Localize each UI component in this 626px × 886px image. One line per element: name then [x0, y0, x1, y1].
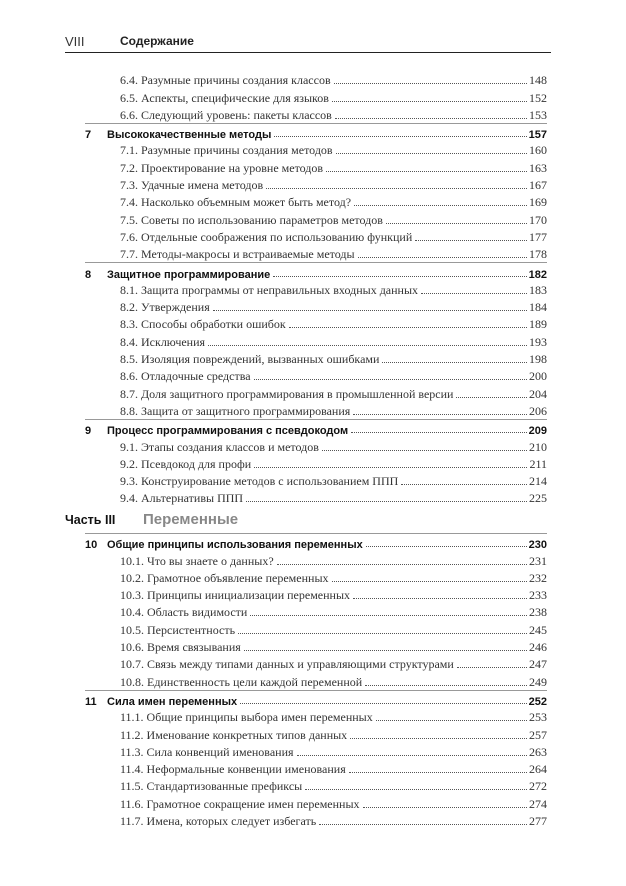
entry-title: 10.7. Связь между типами данных и управляющими структурами [120, 657, 454, 672]
toc-section-entry[interactable] [85, 638, 547, 655]
page-ref: 210 [529, 439, 547, 454]
entry-title: 7.7. Методы-макросы и встраиваемые методы [120, 247, 355, 262]
entry-title: 6.6. Следующий уровень: пакеты классов [120, 107, 332, 122]
toc-section-entry[interactable] [85, 708, 547, 725]
toc-section-entry[interactable] [85, 88, 547, 105]
entry-title: 8.1. Защита программы от неправильных входных данных [120, 282, 419, 297]
page-ref: 204 [529, 386, 547, 401]
running-title: Содержание [120, 34, 194, 48]
dot-leader [332, 101, 527, 102]
page-ref: 200 [529, 369, 547, 384]
dot-leader [244, 650, 527, 651]
entry-title: Сила имен переменных [107, 695, 238, 708]
entry-title: 11.1. Общие принципы выбора имен переменных [120, 710, 373, 725]
entry-title: 8.3. Способы обработки ошибок [120, 317, 286, 332]
dot-leader [386, 223, 527, 224]
dot-leader [273, 276, 526, 277]
entry-title: Защитное программирование [107, 268, 271, 281]
toc-section-entry[interactable] [85, 489, 547, 506]
toc-section-entry[interactable] [85, 332, 547, 349]
toc-section-entry[interactable] [85, 569, 547, 586]
entry-title: 10.4. Область видимости [120, 605, 248, 620]
entry-title: 11.2. Именование конкретных типов данных [120, 727, 348, 742]
entry-title: 10.5. Персистентность [120, 622, 236, 637]
dot-leader [351, 432, 527, 433]
toc-section-entry[interactable] [85, 176, 547, 193]
toc-section-entry[interactable] [85, 472, 547, 489]
page-ref: 209 [528, 425, 547, 438]
page-ref: 230 [528, 539, 547, 552]
page-ref: 148 [529, 73, 547, 88]
page-ref: 274 [529, 796, 547, 811]
entry-title: 10.8. Единственность цели каждой переменной [120, 674, 363, 689]
page-ref: 182 [528, 268, 547, 281]
entry-title: 11.6. Грамотное сокращение имен переменных [120, 796, 360, 811]
toc-section-entry[interactable] [85, 141, 547, 158]
chapter-number: 11 [85, 695, 97, 708]
part-title: Переменные [143, 511, 239, 528]
entry-title: 8.7. Доля защитного программирования в промышленной версии [120, 386, 454, 401]
entry-title: 11.7. Имена, которых следует избегать [120, 814, 317, 829]
toc-section-entry[interactable] [85, 245, 547, 262]
entry-title: Высококачественные методы [107, 129, 272, 142]
toc-section-entry[interactable] [85, 455, 547, 472]
entry-title: 6.4. Разумные причины создания классов [120, 73, 331, 88]
entry-title: 7.3. Удачные имена методов [120, 178, 264, 193]
toc-section-entry[interactable] [85, 672, 547, 689]
page-ref: 157 [528, 129, 547, 142]
entry-title: 9.2. Псевдокод для профи [120, 456, 252, 471]
page-ref: 257 [529, 727, 547, 742]
dot-leader [353, 598, 527, 599]
page-ref: 214 [529, 474, 547, 489]
page-ref: 263 [529, 744, 547, 759]
page-number: VIII [65, 34, 85, 49]
chapter-number: 9 [85, 425, 92, 438]
toc-chapter-entry[interactable] [85, 690, 547, 708]
dot-leader [335, 118, 527, 119]
toc-section-entry[interactable] [85, 384, 547, 401]
toc-section-entry[interactable] [85, 760, 547, 777]
dot-leader [238, 633, 527, 634]
dot-leader [266, 188, 527, 189]
page-ref: 253 [529, 710, 547, 725]
page-ref: 225 [529, 491, 547, 506]
page-ref: 245 [529, 622, 547, 637]
part-label: Часть III [65, 513, 116, 527]
dot-leader [319, 824, 527, 825]
page-ref: 178 [529, 247, 547, 262]
toc-section-entry[interactable] [85, 71, 547, 88]
page-ref: 198 [529, 352, 547, 367]
page-ref: 264 [529, 762, 547, 777]
entry-title: 11.4. Неформальные конвенции именования [120, 762, 346, 777]
toc-block-part2 [85, 71, 547, 506]
page-ref: 231 [529, 553, 547, 568]
entry-title: 7.5. Советы по использованию параметров методов [120, 212, 383, 227]
toc-section-entry[interactable] [85, 350, 547, 367]
entry-title: 8.2. Утверждения [120, 300, 210, 315]
toc-chapter-entry[interactable] [85, 262, 547, 280]
dot-leader [382, 362, 527, 363]
entry-title: Общие принципы использования переменных [107, 539, 363, 552]
page-ref: 152 [529, 90, 547, 105]
toc-section-entry[interactable] [85, 603, 547, 620]
page-ref: 238 [529, 605, 547, 620]
dot-leader [421, 293, 527, 294]
page-ref: 167 [529, 178, 547, 193]
entry-title: 10.6. Время связывания [120, 640, 241, 655]
toc-block-part3 [85, 533, 547, 829]
entry-title: 9.3. Конструирование методов с использованием ППП [120, 474, 399, 489]
chapter-number: 7 [85, 129, 92, 142]
page-ref: 163 [529, 160, 547, 175]
toc-section-entry[interactable] [85, 210, 547, 227]
dot-leader [358, 257, 527, 258]
dot-leader [366, 546, 527, 547]
entry-title: 10.2. Грамотное объявление переменных [120, 570, 329, 585]
page-header [65, 34, 551, 53]
page-ref: 177 [529, 229, 547, 244]
page-ref: 184 [529, 300, 547, 315]
entry-title: 11.5. Стандартизованные префиксы [120, 779, 303, 794]
entry-title: 8.6. Отладочные средства [120, 369, 251, 384]
toc-section-entry[interactable] [85, 193, 547, 210]
page-ref: 277 [529, 814, 547, 829]
dot-leader [376, 720, 527, 721]
entry-title: 10.3. Принципы инициализации переменных [120, 588, 351, 603]
toc-section-entry[interactable] [85, 228, 547, 245]
page-ref: 232 [529, 570, 547, 585]
toc-section-entry[interactable] [85, 794, 547, 811]
dot-leader [322, 450, 527, 451]
toc-section-entry[interactable] [85, 106, 547, 123]
entry-title: 11.3. Сила конвенций именования [120, 744, 294, 759]
dot-leader [349, 772, 527, 773]
page-ref: 169 [529, 195, 547, 210]
entry-title: 8.4. Исключения [120, 334, 206, 349]
toc-chapter-entry[interactable] [85, 419, 547, 437]
page-ref: 183 [529, 282, 547, 297]
dot-leader [415, 240, 527, 241]
dot-leader [289, 327, 527, 328]
dot-leader [250, 615, 527, 616]
toc-chapter-entry[interactable] [85, 123, 547, 141]
dot-leader [208, 345, 527, 346]
dot-leader [354, 205, 527, 206]
toc-section-entry[interactable] [85, 402, 547, 419]
entry-title: 9.4. Альтернативы ППП [120, 491, 244, 506]
toc-section-entry[interactable] [85, 586, 547, 603]
entry-title: 8.5. Изоляция повреждений, вызванных ошибками [120, 352, 380, 367]
toc-section-entry[interactable] [85, 437, 547, 454]
entry-title: 8.8. Защита от защитного программирования [120, 403, 351, 418]
page-ref: 272 [529, 779, 547, 794]
dot-leader [332, 581, 527, 582]
entry-title: 6.5. Аспекты, специфические для языков [120, 90, 329, 105]
toc-section-entry[interactable] [85, 620, 547, 637]
part-heading [65, 511, 238, 528]
dot-leader [240, 703, 527, 704]
entry-title: 9.1. Этапы создания классов и методов [120, 439, 319, 454]
dot-leader [213, 310, 527, 311]
toc-section-entry[interactable] [85, 777, 547, 794]
page-ref: 153 [529, 107, 547, 122]
toc-section-entry[interactable] [85, 655, 547, 672]
toc-section-entry[interactable] [85, 281, 547, 298]
entry-title: 7.6. Отдельные соображения по использованию функций [120, 229, 413, 244]
dot-leader [353, 414, 527, 415]
entry-title: 7.4. Насколько объемным может быть метод? [120, 195, 352, 210]
page-ref: 170 [529, 212, 547, 227]
entry-title: 7.2. Проектирование на уровне методов [120, 160, 324, 175]
entry-title: 7.1. Разумные причины создания методов [120, 143, 333, 158]
toc-chapter-entry[interactable] [85, 533, 547, 551]
toc-section-entry[interactable] [85, 725, 547, 742]
toc-section-entry[interactable] [85, 298, 547, 315]
dot-leader [326, 171, 527, 172]
dot-leader [254, 467, 527, 468]
toc-section-entry[interactable] [85, 367, 547, 384]
entry-title: Процесс программирования с псевдокодом [107, 425, 349, 438]
page-ref: 206 [529, 403, 547, 418]
dot-leader [457, 667, 527, 668]
toc-section-entry[interactable] [85, 743, 547, 760]
dot-leader [305, 789, 527, 790]
dot-leader [274, 136, 526, 137]
entry-title: 10.1. Что вы знаете о данных? [120, 553, 274, 568]
page-ref: 247 [529, 657, 547, 672]
chapter-number: 8 [85, 268, 92, 281]
page-ref: 249 [529, 674, 547, 689]
page-ref: 189 [529, 317, 547, 332]
dot-leader [334, 83, 527, 84]
page-ref: 160 [529, 143, 547, 158]
page-ref: 233 [529, 588, 547, 603]
dot-leader [401, 484, 527, 485]
dot-leader [365, 685, 527, 686]
toc-section-entry[interactable] [85, 812, 547, 829]
page-ref: 211 [529, 456, 547, 471]
dot-leader [336, 153, 527, 154]
dot-leader [254, 379, 527, 380]
toc-section-entry[interactable] [85, 551, 547, 568]
toc-section-entry[interactable] [85, 315, 547, 332]
dot-leader [350, 738, 527, 739]
page-ref: 193 [529, 334, 547, 349]
dot-leader [277, 564, 527, 565]
chapter-number: 10 [85, 539, 98, 552]
dot-leader [297, 755, 527, 756]
page-ref: 252 [528, 695, 547, 708]
dot-leader [246, 501, 527, 502]
toc-section-entry[interactable] [85, 158, 547, 175]
dot-leader [363, 807, 527, 808]
dot-leader [456, 397, 527, 398]
page-ref: 246 [529, 640, 547, 655]
